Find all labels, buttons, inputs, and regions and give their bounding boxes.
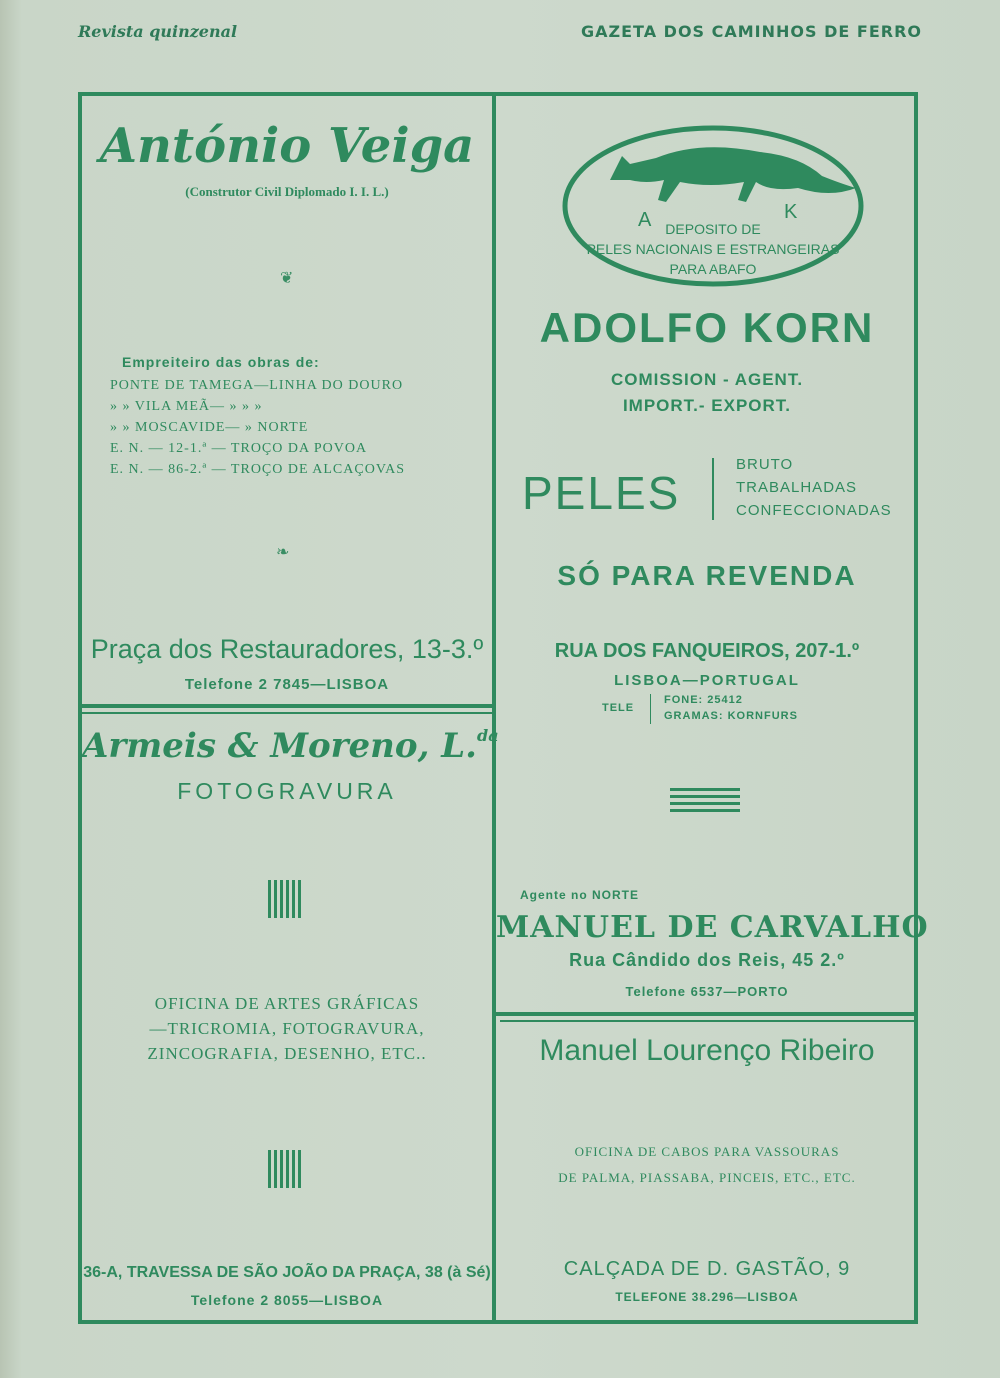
peles-item: CONFECCIONADAS — [736, 502, 892, 519]
armeis-moreno-title: Armeis & Moreno, L.$^{da}$ — [82, 726, 499, 766]
adolfo-korn-title: ADOLFO KORN — [539, 304, 875, 351]
works-line: PONTE DE TAMEGA—LINHA DO DOURO — [110, 378, 404, 393]
tele-item: GRAMAS: KORNFURS — [664, 710, 798, 722]
left-divider-thin — [82, 712, 492, 714]
works-line: » » MOSCAVIDE— » NORTE — [110, 420, 309, 435]
horizontal-bars-icon — [670, 788, 740, 816]
ornament-icon: ❧ — [276, 544, 290, 561]
adolfo-korn-address: RUA DOS FANQUEIROS, 207-1.º — [554, 640, 860, 662]
works-intro: Empreiteiro das obras de: — [122, 354, 320, 370]
logo-line: PARA ABAFO — [669, 261, 757, 277]
works-line: E. N. — 86-2.ª — TROÇO DE ALCAÇOVAS — [110, 462, 406, 477]
header-right: GAZETA DOS CAMINHOS DE FERRO — [580, 22, 922, 41]
antonio-veiga-address: Praça dos Restauradores, 13-3.º — [90, 634, 484, 664]
left-divider — [78, 704, 496, 708]
agent-address: Rua Cândido dos Reis, 45 2.º — [569, 950, 845, 970]
peles-item: BRUTO — [736, 456, 794, 473]
logo-letter-a: A — [638, 209, 652, 231]
peles-heading: PELES — [522, 467, 681, 519]
ribeiro-line: OFICINA DE CABOS PARA VASSOURAS — [574, 1144, 840, 1159]
logo-line: PELES NACIONAIS E ESTRANGEIRAS — [586, 241, 840, 257]
right-divider-thin — [500, 1020, 918, 1022]
ribeiro-line: DE PALMA, PIASSABA, PINCEIS, ETC., ETC. — [558, 1170, 856, 1185]
services-line: ZINCOGRAFIA, DESENHO, ETC.. — [147, 1044, 427, 1063]
revenda-text: SÓ PARA REVENDA — [557, 560, 857, 591]
antonio-veiga-title: António Veiga — [99, 118, 475, 174]
adolfo-korn-line: COMISSION - AGENT. — [610, 370, 804, 389]
works-line: » » VILA MEÃ— » » » — [110, 399, 263, 414]
ribeiro-telephone: TELEFONE 38.296—LISBOA — [615, 1290, 799, 1304]
peles-item: TRABALHADAS — [736, 479, 858, 496]
agent-name: MANUEL DE CARVALHO — [496, 910, 929, 945]
antonio-veiga-subtitle: (Construtor Civil Diplomado I. I. L.) — [185, 184, 389, 199]
tele-brace — [650, 694, 657, 724]
adolfo-korn-line: IMPORT.- EXPORT. — [622, 396, 792, 415]
tele-item: FONE: 25412 — [664, 694, 743, 706]
ribeiro-address: CALÇADA DE D. GASTÃO, 9 — [563, 1258, 851, 1280]
peles-brace — [712, 458, 724, 520]
fox-icon — [610, 147, 856, 202]
vertical-bars-icon — [268, 880, 304, 918]
vertical-bars-icon — [268, 1150, 304, 1188]
agent-label: Agente no NORTE — [520, 888, 639, 902]
agent-telephone: Telefone 6537—PORTO — [625, 984, 789, 999]
armeis-moreno-telephone: Telefone 2 8055—LISBOA — [190, 1292, 384, 1308]
ribeiro-title: Manuel Lourenço Ribeiro — [539, 1034, 875, 1067]
header-left: Revista quinzenal — [78, 22, 238, 41]
fox-logo — [560, 118, 866, 288]
tele-label: TELE — [602, 702, 635, 714]
adolfo-korn-city: LISBOA—PORTUGAL — [614, 672, 800, 689]
logo-line: DEPOSITO DE — [665, 221, 761, 237]
antonio-veiga-telephone: Telefone 2 7845—LISBOA — [184, 676, 390, 693]
services-line: —TRICROMIA, FOTOGRAVURA, — [149, 1019, 425, 1038]
column-divider — [492, 92, 496, 1324]
services-line: OFICINA DE ARTES GRÁFICAS — [154, 994, 420, 1013]
works-line: E. N. — 12-1.ª — TROÇO DA POVOA — [110, 441, 368, 456]
logo-letter-k: K — [784, 201, 798, 223]
armeis-moreno-address: 36-A, TRAVESSA DE SÃO JOÃO DA PRAÇA, 38 (à Sé) — [83, 1264, 491, 1281]
ornament-icon: ❦ — [280, 270, 294, 287]
right-divider — [496, 1012, 918, 1016]
armeis-moreno-subtitle: FOTOGRAVURA — [177, 778, 397, 804]
